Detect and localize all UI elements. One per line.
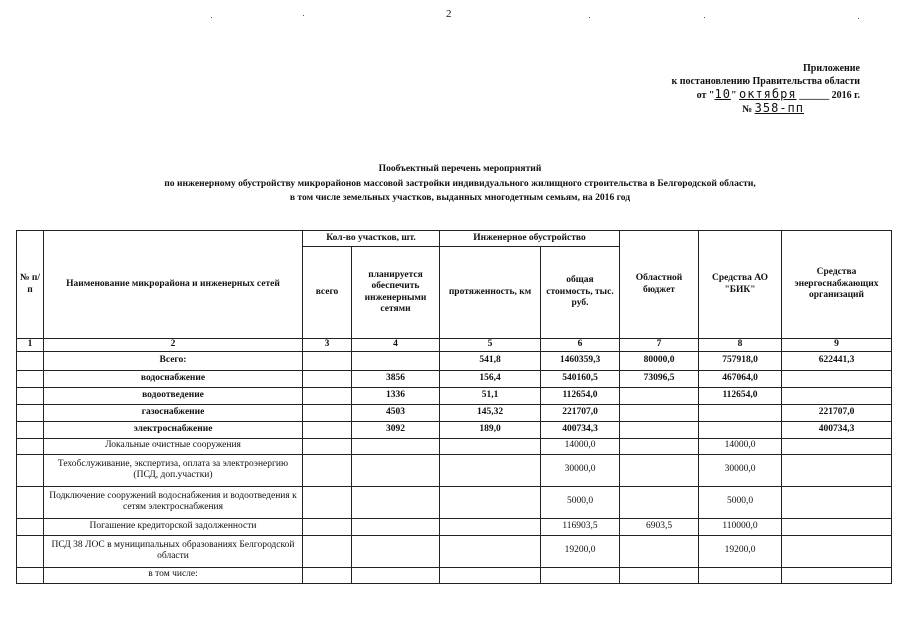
scan-speck: [704, 17, 705, 18]
cell-total: [303, 518, 352, 535]
cell-regional: 6903,5: [620, 518, 699, 535]
cell-total: [303, 438, 352, 454]
cell-bik: 110000,0: [699, 518, 782, 535]
cell-total: [303, 486, 352, 518]
cell-num: [17, 351, 44, 370]
cell-cost: 112654,0: [541, 387, 620, 404]
cell-bik: 30000,0: [699, 454, 782, 486]
cell-planned: 3856: [352, 370, 440, 387]
cell-total: [303, 351, 352, 370]
cell-num: [17, 438, 44, 454]
date-day: 10: [714, 87, 731, 101]
cell-num: [17, 454, 44, 486]
cell-name: Локальные очистные сооружения: [44, 438, 303, 454]
annex-date: от "10" октября ______ 2016 г.: [696, 87, 860, 101]
cell-cost: 540160,5: [541, 370, 620, 387]
col-number: 6: [541, 339, 620, 352]
cell-regional: [620, 535, 699, 567]
number-prefix: №: [742, 104, 753, 115]
header-length: протяженность, км: [440, 247, 541, 339]
cell-bik: 19200,0: [699, 535, 782, 567]
header-eng-group: Инженерное обустройство: [440, 231, 620, 247]
date-month: октября: [739, 87, 797, 101]
measures-table: [16, 230, 892, 584]
cell-regional: [620, 404, 699, 421]
cell-regional: 73096,5: [620, 370, 699, 387]
cell-name: ПСД 38 ЛОС в муниципальных образованиях Белгородской области: [44, 535, 303, 567]
cell-name: газоснабжение: [44, 404, 303, 421]
cell-name: водоснабжение: [44, 370, 303, 387]
cell-planned: [352, 535, 440, 567]
cell-energy: [782, 438, 892, 454]
cell-cost: [541, 567, 620, 583]
header-num: № п/п: [17, 231, 44, 339]
date-prefix: от ": [696, 90, 715, 101]
cell-bik: 112654,0: [699, 387, 782, 404]
table-row: [17, 567, 892, 583]
table-row: [17, 438, 892, 454]
header-plots-planned: планируется обеспечить инженерными сетями: [352, 247, 440, 339]
cell-bik: 467064,0: [699, 370, 782, 387]
cell-planned: [352, 567, 440, 583]
cell-bik: 757918,0: [699, 351, 782, 370]
cell-num: [17, 486, 44, 518]
table-row: [17, 351, 892, 370]
cell-name: водоотведение: [44, 387, 303, 404]
table-row: [17, 486, 892, 518]
col-number: 8: [699, 339, 782, 352]
cell-name: в том числе:: [44, 567, 303, 583]
cell-energy: 221707,0: [782, 404, 892, 421]
cell-cost: 30000,0: [541, 454, 620, 486]
cell-regional: [620, 421, 699, 438]
cell-bik: [699, 404, 782, 421]
cell-name: Погашение кредиторской задолженности: [44, 518, 303, 535]
cell-total: [303, 567, 352, 583]
cell-planned: [352, 486, 440, 518]
document-title: [100, 162, 820, 206]
cell-num: [17, 387, 44, 404]
scan-speck: [303, 15, 304, 16]
title-line-2: по инженерному обустройству микрорайонов массовой застройки индивидуального жилищного строительства в Белгородской области,: [164, 177, 756, 189]
cell-energy: 400734,3: [782, 421, 892, 438]
col-number: 9: [782, 339, 892, 352]
cell-total: [303, 404, 352, 421]
cell-total: [303, 370, 352, 387]
cell-energy: [782, 535, 892, 567]
col-number: 7: [620, 339, 699, 352]
cell-bik: 5000,0: [699, 486, 782, 518]
cell-name: электроснабжение: [44, 421, 303, 438]
col-number: 5: [440, 339, 541, 352]
col-number: 1: [17, 339, 44, 352]
page-number: 2: [446, 8, 452, 20]
scan-speck: [589, 17, 590, 18]
cell-cost: 400734,3: [541, 421, 620, 438]
cell-num: [17, 404, 44, 421]
annex-title: Приложение: [803, 63, 860, 74]
cell-total: [303, 421, 352, 438]
cell-length: [440, 438, 541, 454]
cell-energy: [782, 486, 892, 518]
annex-to: к постановлению Правительства области: [671, 76, 860, 87]
header-cost: общая стоимость, тыс. руб.: [541, 247, 620, 339]
number-value: 358-пп: [754, 101, 804, 115]
table-row: [17, 404, 892, 421]
cell-planned: [352, 518, 440, 535]
cell-energy: 622441,3: [782, 351, 892, 370]
table-row: [17, 421, 892, 438]
header-plots-group: Кол-во участков, шт.: [303, 231, 440, 247]
cell-planned: [352, 454, 440, 486]
title-line-3: в том числе земельных участков, выданных многодетным семьям, на 2016 год: [289, 192, 631, 203]
cell-length: 189,0: [440, 421, 541, 438]
cell-bik: 14000,0: [699, 438, 782, 454]
cell-planned: 3092: [352, 421, 440, 438]
cell-length: [440, 535, 541, 567]
col-number: 2: [44, 339, 303, 352]
cell-num: [17, 567, 44, 583]
cell-cost: 5000,0: [541, 486, 620, 518]
cell-name: Подключение сооружений водоснабжения и водоотведения к сетям электроснабжения: [44, 486, 303, 518]
table-row: [17, 535, 892, 567]
cell-bik: [699, 567, 782, 583]
cell-energy: [782, 370, 892, 387]
header-name: Наименование микрорайона и инженерных сетей: [44, 231, 303, 339]
cell-length: 541,8: [440, 351, 541, 370]
cell-name: Всего:: [44, 351, 303, 370]
col-number: 4: [352, 339, 440, 352]
table-row: [17, 518, 892, 535]
cell-num: [17, 421, 44, 438]
cell-bik: [699, 421, 782, 438]
cell-length: [440, 567, 541, 583]
cell-total: [303, 535, 352, 567]
table-row: [17, 454, 892, 486]
cell-regional: [620, 387, 699, 404]
cell-cost: 116903,5: [541, 518, 620, 535]
cell-total: [303, 387, 352, 404]
scan-speck: [858, 18, 859, 19]
cell-cost: 1460359,3: [541, 351, 620, 370]
cell-length: [440, 486, 541, 518]
cell-length: 51,1: [440, 387, 541, 404]
cell-planned: [352, 438, 440, 454]
cell-regional: [620, 567, 699, 583]
cell-energy: [782, 387, 892, 404]
scan-speck: [211, 17, 212, 18]
cell-energy: [782, 567, 892, 583]
header-regional: Областной бюджет: [620, 231, 699, 339]
cell-length: 156,4: [440, 370, 541, 387]
cell-name: Техобслуживание, экспертиза, оплата за электроэнергию (ПСД, доп.участки): [44, 454, 303, 486]
date-mid: ": [730, 90, 737, 101]
cell-planned: 1336: [352, 387, 440, 404]
header-plots-total: всего: [303, 247, 352, 339]
annex-number: [620, 102, 860, 116]
date-year: 2016 г.: [831, 90, 860, 101]
cell-energy: [782, 518, 892, 535]
cell-total: [303, 454, 352, 486]
annex-block: [620, 62, 860, 116]
cell-length: [440, 518, 541, 535]
header-bik: Средства АО "БИК": [699, 231, 782, 339]
cell-num: [17, 370, 44, 387]
cell-length: 145,32: [440, 404, 541, 421]
cell-energy: [782, 454, 892, 486]
cell-num: [17, 535, 44, 567]
table-row: [17, 370, 892, 387]
cell-planned: 4503: [352, 404, 440, 421]
title-line-1: Пообъектный перечень мероприятий: [378, 163, 542, 174]
cell-regional: 80000,0: [620, 351, 699, 370]
cell-length: [440, 454, 541, 486]
header-energy: Средства энергоснабжающих организаций: [782, 231, 892, 339]
cell-num: [17, 518, 44, 535]
column-numbers-row: [17, 339, 892, 352]
table-row: [17, 387, 892, 404]
cell-cost: 221707,0: [541, 404, 620, 421]
cell-cost: 19200,0: [541, 535, 620, 567]
cell-regional: [620, 486, 699, 518]
cell-regional: [620, 454, 699, 486]
col-number: 3: [303, 339, 352, 352]
cell-cost: 14000,0: [541, 438, 620, 454]
cell-planned: [352, 351, 440, 370]
cell-regional: [620, 438, 699, 454]
